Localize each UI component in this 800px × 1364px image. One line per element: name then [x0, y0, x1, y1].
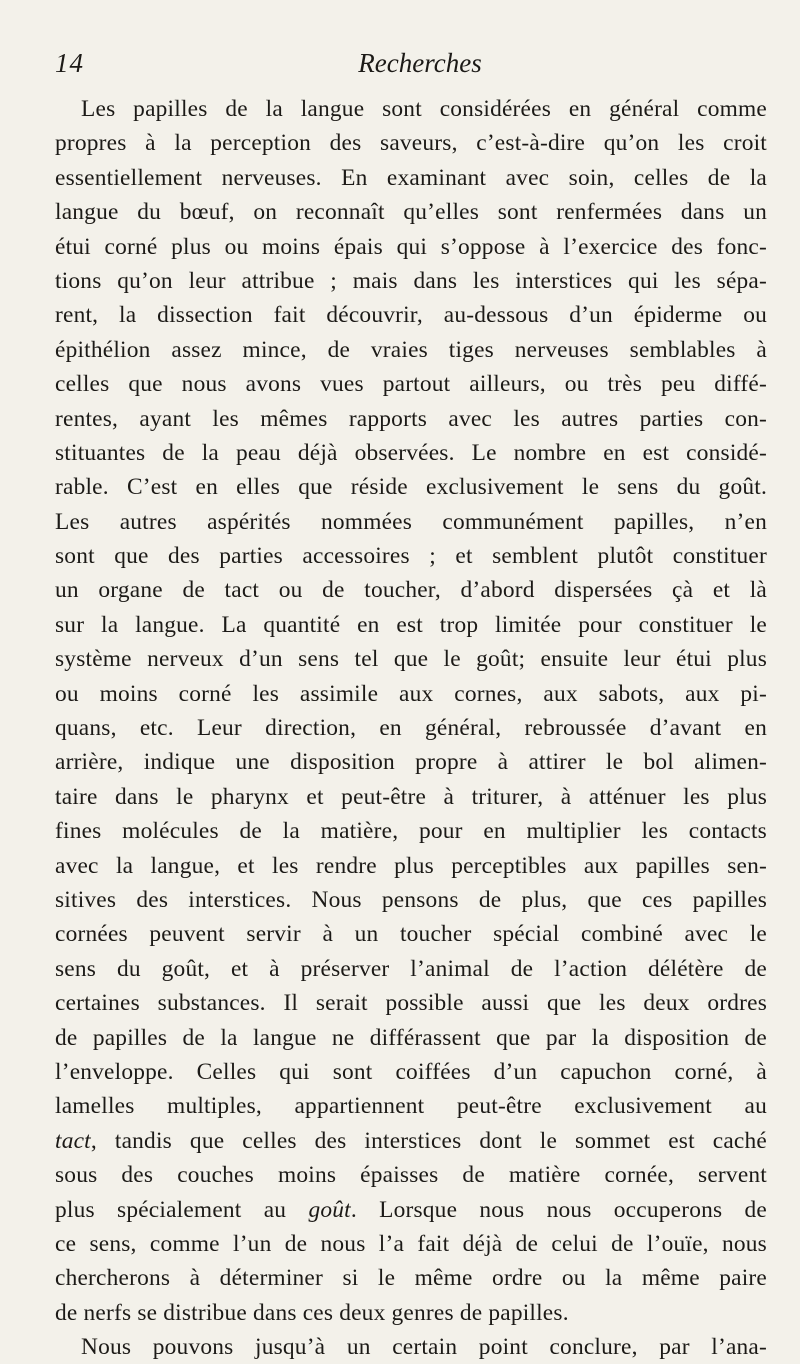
text-line: cornées peuvent servir à un toucher spécial combiné avec le [55, 921, 767, 948]
text-line: langue du bœuf, on reconnaît qu’elles sont renfermées dans un [55, 199, 767, 226]
text-line: fines molécules de la matière, pour en multiplier les contacts [55, 818, 767, 845]
text-line: épithélion assez mince, de vraies tiges nerveuses semblables à [55, 336, 767, 363]
page-number: 14 [55, 48, 84, 78]
text-line: Les autres aspérités nommées communément papilles, n’en [55, 508, 767, 535]
text-line: stituantes de la peau déjà observées. Le nombre en est considé- [55, 439, 767, 466]
text-line: essentiellement nerveuses. En examinant avec soin, celles de la [55, 164, 767, 191]
text-line [55, 1193, 767, 1227]
text-line: sens du goût, et à préserver l’animal de l’action délétère de [55, 955, 767, 982]
text-fragment: , tandis que celles des interstices dont le sommet est caché [90, 1127, 767, 1154]
body-text [55, 92, 767, 1364]
text-line: certaines substances. Il serait possible aussi que les deux ordres [55, 990, 767, 1017]
text-line: un organe de tact ou de toucher, d’abord dispersées çà et là [55, 577, 767, 604]
text-line: avec la langue, et les rendre plus perceptibles aux papilles sen- [55, 852, 767, 879]
text-line: chercherons à déterminer si le même ordre ou la même paire [55, 1265, 767, 1292]
text-line: de nerfs se distribue dans ces deux genres de papilles. [55, 1299, 569, 1326]
text-line: ou moins corné les assimile aux cornes, aux sabots, aux pi- [55, 680, 767, 707]
text-line: lamelles multiples, appartiennent peut-être exclusivement au [55, 1093, 767, 1120]
text-line: celles que nous avons vues partout ailleurs, ou très peu diffé- [55, 371, 767, 398]
text-line: étui corné plus ou moins épais qui s’oppose à l’exercice des fonc- [55, 233, 767, 260]
text-line: de papilles de la langue ne différassent que par la disposition de [55, 1024, 767, 1051]
text-line: sitives des interstices. Nous pensons de plus, que ces papilles [55, 886, 767, 913]
text-line: Les papilles de la langue sont considérées en général comme [81, 96, 767, 122]
text-line: sous des couches moins épaisses de matière cornée, servent [55, 1162, 767, 1189]
text-line: taire dans le pharynx et peut-être à triturer, à atténuer les plus [55, 783, 767, 810]
text-line: l’enveloppe. Celles qui sont coiffées d’un capuchon corné, à [55, 1058, 767, 1085]
text-line: quans, etc. Leur direction, en général, rebroussée d’avant en [55, 715, 767, 742]
text-line: propres à la perception des saveurs, c’est-à-dire qu’on les croit [55, 130, 767, 157]
text-line: rentes, ayant les mêmes rapports avec les autres parties con- [55, 405, 767, 432]
text-line [55, 1124, 767, 1158]
text-line: rent, la dissection fait découvrir, au-dessous d’un épiderme ou [55, 302, 767, 329]
text-line: Nous pouvons jusqu’à un certain point conclure, par l’ana- [81, 1334, 767, 1361]
running-title: Recherches [358, 48, 482, 78]
text-line: ce sens, comme l’un de nous l’a fait déjà de celui de l’ouïe, nous [55, 1230, 767, 1257]
page-header [55, 48, 765, 88]
text-line: rable. C’est en elles que réside exclusivement le sens du goût. [55, 474, 767, 501]
italic-word-gout: goût [308, 1196, 351, 1223]
italic-word-tact: tact [55, 1127, 91, 1154]
text-fragment: . Lorsque nous nous occuperons de [350, 1196, 767, 1223]
text-fragment: plus spécialement au [55, 1196, 309, 1223]
text-line: arrière, indique une disposition propre à attirer le bol alimen- [55, 749, 767, 776]
text-line: sur la langue. La quantité en est trop limitée pour constituer le [55, 611, 767, 638]
text-line: sont que des parties accessoires ; et semblent plutôt constituer [55, 543, 767, 570]
text-line: système nerveux d’un sens tel que le goût; ensuite leur étui plus [55, 646, 767, 673]
text-line: tions qu’on leur attribue ; mais dans les interstices qui les sépa- [55, 267, 767, 294]
